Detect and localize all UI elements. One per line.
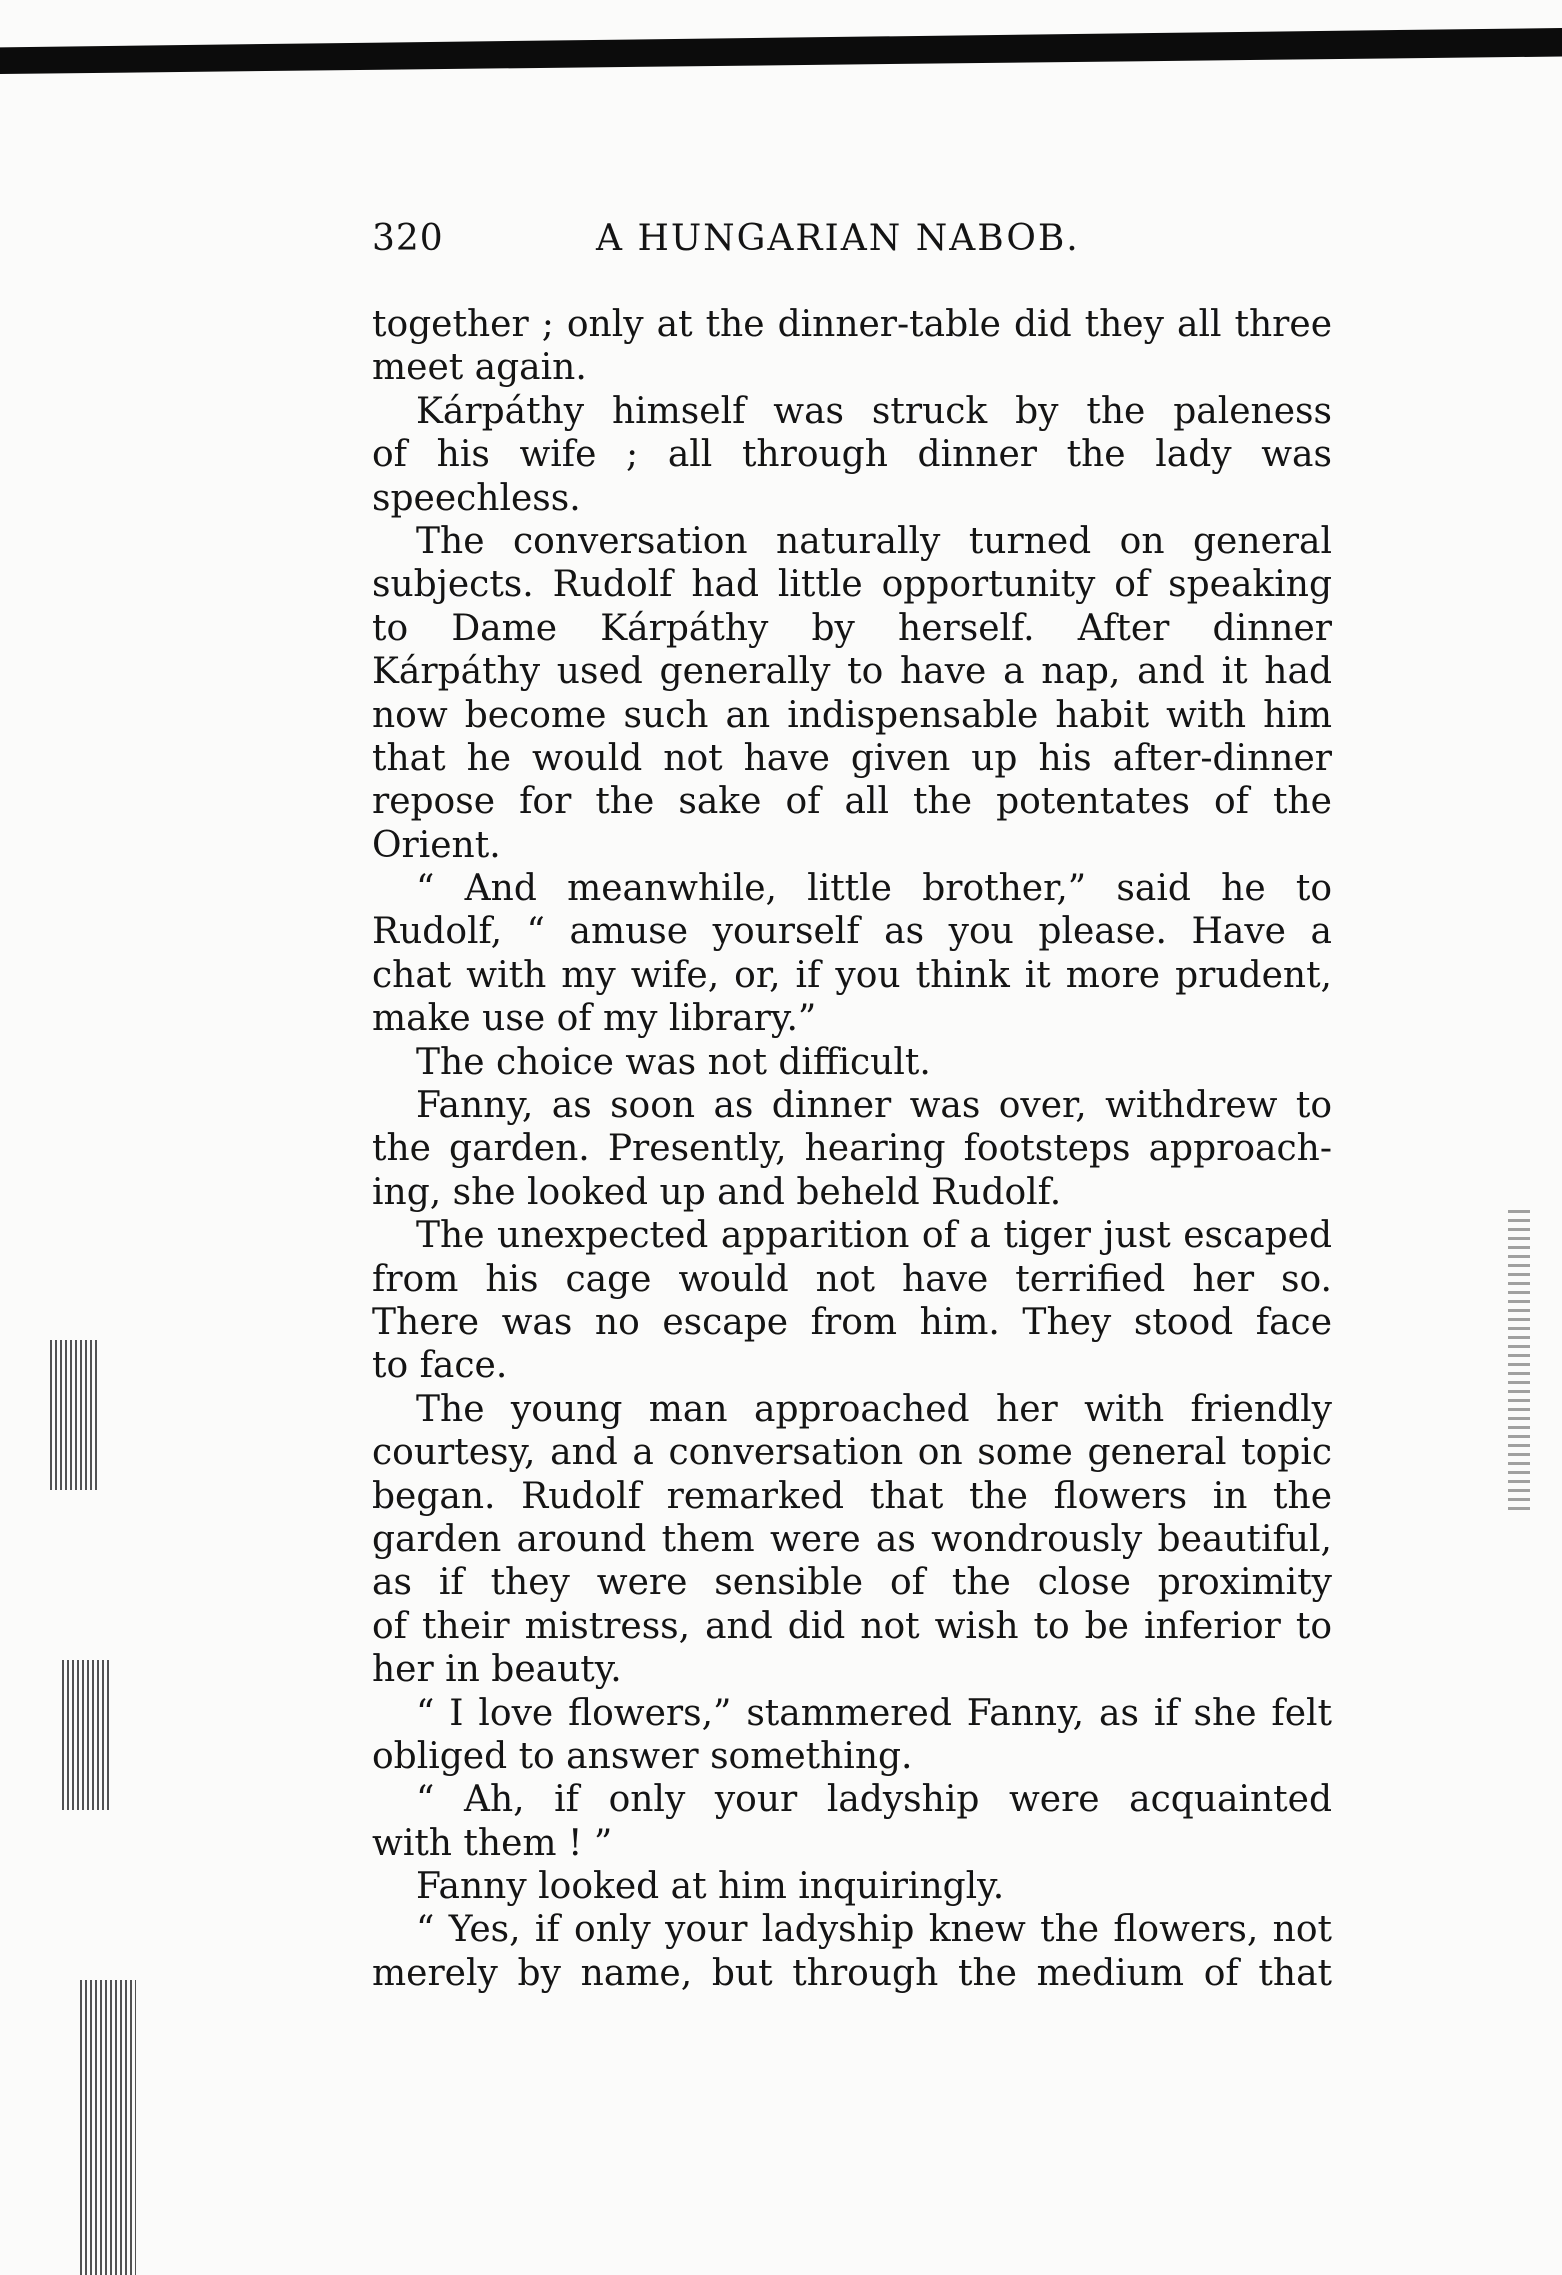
body-text — [372, 303, 1332, 1995]
text-line: of his wife ; all through dinner the lady was — [372, 434, 1332, 476]
text-line: subjects. Rudolf had little opportunity of speaking — [372, 564, 1332, 606]
text-line: that he would not have given up his after-dinner — [372, 737, 1332, 779]
text-line: The young man approached her with friendly — [416, 1388, 1332, 1430]
book-title: A HUNGARIAN NABOB. — [596, 218, 1080, 259]
text-line: ing, she looked up and beheld Rudolf. — [372, 1171, 1062, 1213]
text-line: the garden. Presently, hearing footsteps approach- — [372, 1128, 1332, 1170]
text-line: her in beauty. — [372, 1649, 622, 1691]
scan-artifact — [1508, 1210, 1530, 1510]
text-line: to Dame Kárpáthy by herself. After dinner — [372, 607, 1332, 649]
text-line: “ And meanwhile, little brother,” said he to — [416, 868, 1332, 910]
text-line: Fanny looked at him inquiringly. — [416, 1866, 1005, 1908]
text-line: make use of my library.” — [372, 998, 817, 1040]
text-line: Rudolf, “ amuse yourself as you please. Have a — [372, 911, 1332, 953]
text-line: now become such an indispensable habit with him — [372, 694, 1332, 736]
running-head — [372, 218, 1132, 274]
text-line: as if they were sensible of the close proximity — [372, 1562, 1332, 1604]
text-line: Kárpáthy himself was struck by the paleness — [416, 390, 1332, 432]
text-line: “ Yes, if only your ladyship knew the flowers, not — [416, 1909, 1332, 1951]
text-line: courtesy, and a conversation on some general topic — [372, 1432, 1332, 1474]
text-line: obliged to answer something. — [372, 1735, 913, 1777]
text-line: merely by name, but through the medium of that — [372, 1952, 1332, 1994]
text-line: together ; only at the dinner-table did they all three — [372, 304, 1332, 345]
text-line: with them ! ” — [372, 1822, 613, 1864]
text-line: garden around them were as wondrously beautiful, — [372, 1518, 1332, 1560]
text-line: repose for the sake of all the potentates of the — [372, 781, 1332, 823]
text-line: The unexpected apparition of a tiger just escaped — [416, 1215, 1332, 1257]
text-line: The choice was not difficult. — [416, 1041, 931, 1083]
scan-artifact — [62, 1660, 112, 1810]
text-line: of their mistress, and did not wish to be inferior to — [372, 1605, 1332, 1647]
text-line: chat with my wife, or, if you think it more prudent, — [372, 954, 1332, 996]
text-line: “ Ah, if only your ladyship were acquainted — [416, 1779, 1332, 1821]
text-line: Kárpáthy used generally to have a nap, and it had — [372, 651, 1332, 693]
top-rule — [0, 28, 1562, 74]
text-line: There was no escape from him. They stood face — [372, 1301, 1332, 1343]
scan-artifact — [80, 1980, 136, 2275]
text-line: The conversation naturally turned on general — [416, 520, 1332, 562]
scan-artifact — [50, 1340, 98, 1490]
text-line: speechless. — [372, 477, 581, 519]
text-line: from his cage would not have terrified her so. — [372, 1258, 1332, 1300]
text-line: “ I love flowers,” stammered Fanny, as if she felt — [416, 1692, 1332, 1734]
text-line: Orient. — [372, 824, 501, 866]
text-line: Fanny, as soon as dinner was over, withdrew to — [416, 1085, 1332, 1127]
text-line: to face. — [372, 1345, 508, 1387]
page-number: 320 — [372, 218, 444, 259]
text-line: began. Rudolf remarked that the flowers in the — [372, 1475, 1332, 1517]
text-line: meet again. — [372, 347, 587, 389]
